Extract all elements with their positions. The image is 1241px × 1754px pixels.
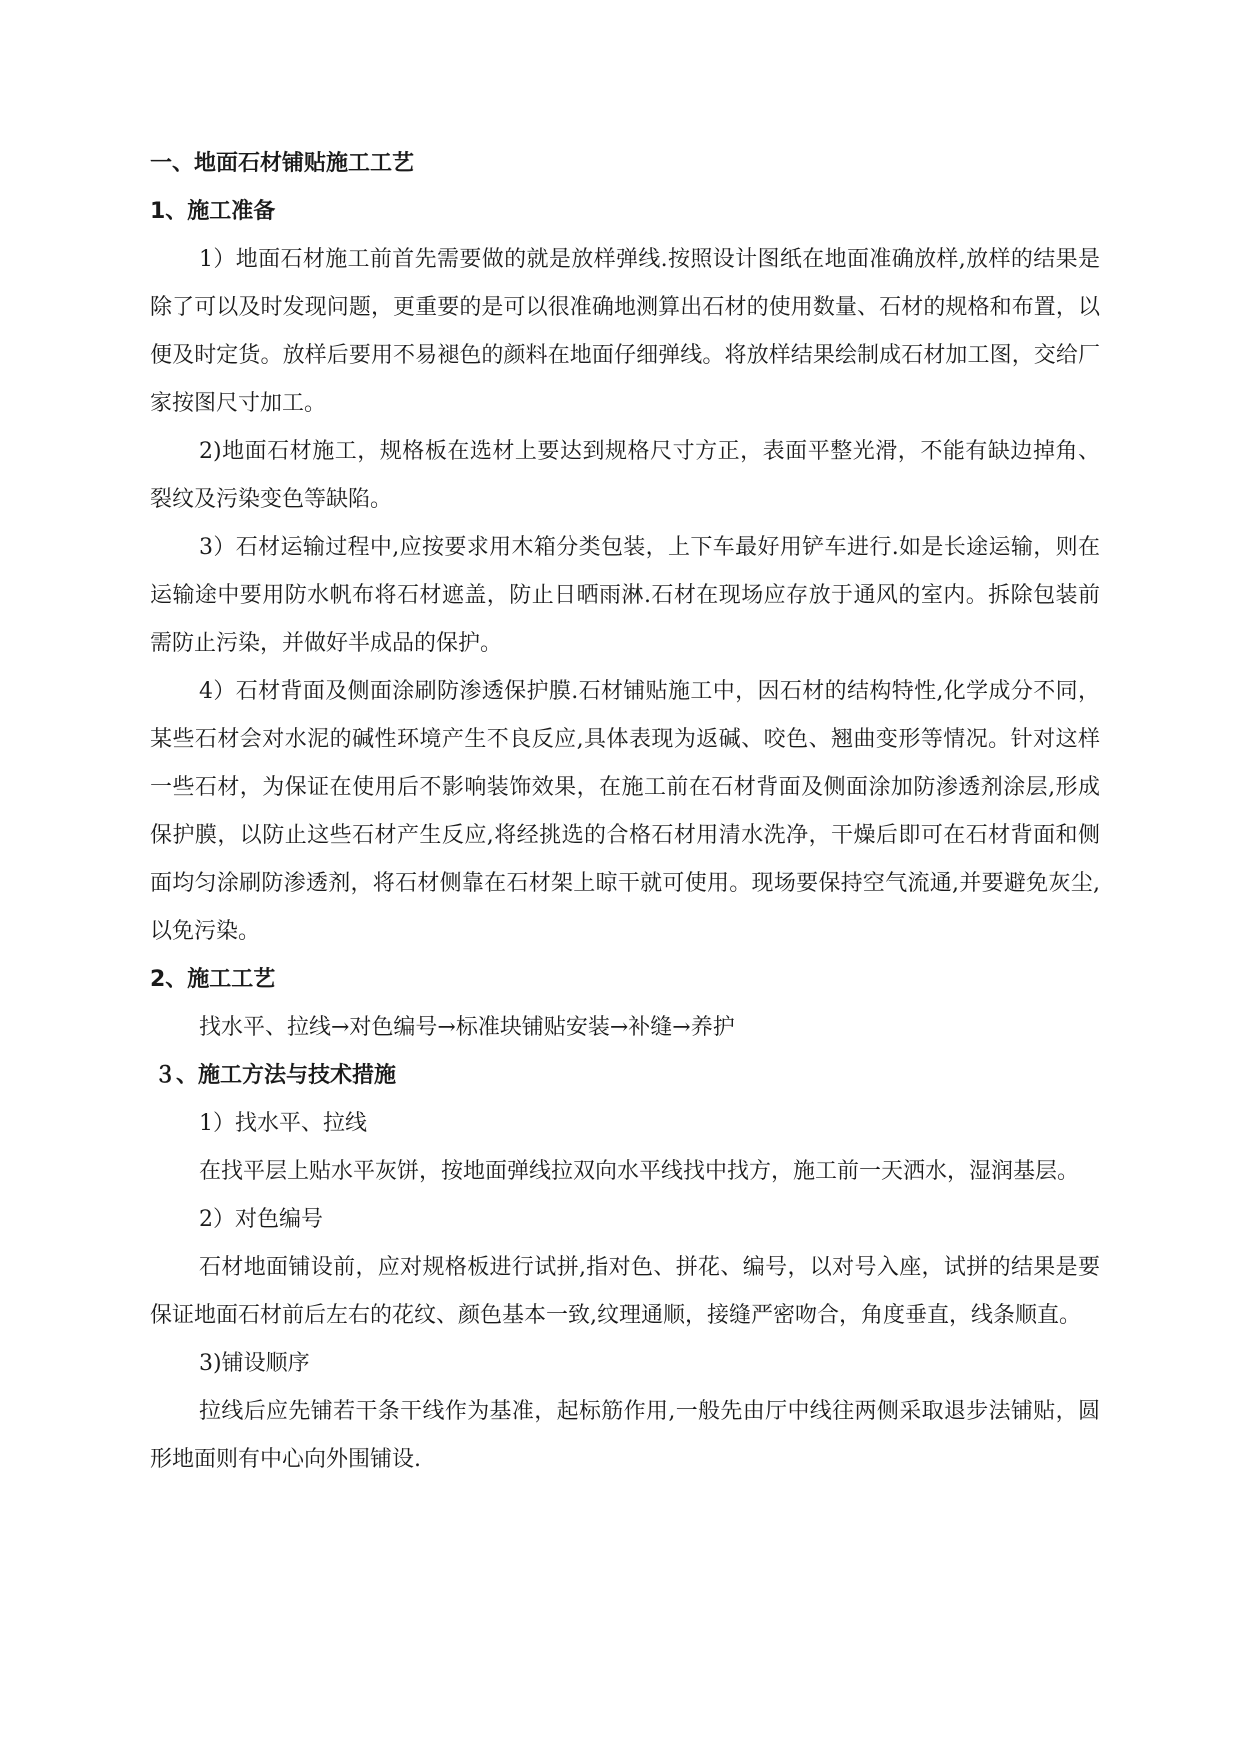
paragraph-protective-coating: 4）石材背面及侧面涂刷防渗透保护膜.石材铺贴施工中，因石材的结构特性,化学成分不同，某些石材会对水泥的碱性环境产生不良反应,具体表现为返碱、咬色、翘曲变形等情况。针对这样一些石材，为保证在使用后不影响装饰效果，在施工前在石材背面及侧面涂加防渗透剂涂层,形成保护膜，以防止这些石材产生反应,将经挑选的合格石材用清水洗净，干燥后即可在石材背面和侧面均匀涂刷防渗透剂，将石材侧靠在石材架上晾干就可使用。现场要保持空气流通,并要避免灰尘,以免污染。 — [150, 679, 1100, 944]
paragraph-laying-order: 拉线后应先铺若干条干线作为基准，起标筋作用,一般先由厅中线往两侧采取退步法铺贴，圆形地面则有中心向外围铺设. — [150, 1399, 1100, 1472]
paragraph-leveling: 在找平层上贴水平灰饼，按地面弹线拉双向水平线找中找方，施工前一天洒水，湿润基层。 — [199, 1159, 1080, 1184]
document-title: 一、地面石材铺贴施工工艺 — [150, 151, 415, 176]
process-flow: 找水平、拉线→对色编号→标准块铺贴安装→补缝→养护 — [199, 1015, 735, 1040]
paragraph-layout-marking: 1）地面石材施工前首先需要做的就是放样弹线.按照设计图纸在地面准确放样,放样的结果是除了可以及时发现问题，更重要的是可以很准确地测算出石材的使用数量、石材的规格和布置，以便及时定货。放样后要用不易褪色的颜料在地面仔细弹线。将放样结果绘制成石材加工图，交给厂家按图尺寸加工。 — [150, 247, 1100, 416]
subheading-color-numbering: 2）对色编号 — [199, 1207, 323, 1232]
paragraph-transport: 3）石材运输过程中,应按要求用木箱分类包装，上下车最好用铲车进行.如是长途运输，则在运输途中要用防水帆布将石材遮盖，防止日晒雨淋.石材在现场应存放于通风的室内。拆除包装前需防止污染，并做好半成品的保护。 — [150, 535, 1100, 656]
section-heading-process: 2、施工工艺 — [150, 967, 276, 992]
section-heading-preparation: 1、施工准备 — [150, 199, 276, 224]
paragraph-color-numbering: 石材地面铺设前，应对规格板进行试拼,指对色、拼花、编号，以对号入座，试拼的结果是要保证地面石材前后左右的花纹、颜色基本一致,纹理通顺，接缝严密吻合，角度垂直，线条顺直。 — [150, 1255, 1100, 1328]
document-page — [150, 140, 1100, 1484]
section-heading-methods: ３、施工方法与技术措施 — [154, 1063, 397, 1088]
subheading-leveling: 1）找水平、拉线 — [199, 1111, 367, 1136]
paragraph-stone-selection: 2)地面石材施工，规格板在选材上要达到规格尺寸方正，表面平整光滑，不能有缺边掉角、裂纹及污染变色等缺陷。 — [150, 439, 1100, 512]
subheading-laying-order: 3)铺设顺序 — [199, 1351, 310, 1376]
